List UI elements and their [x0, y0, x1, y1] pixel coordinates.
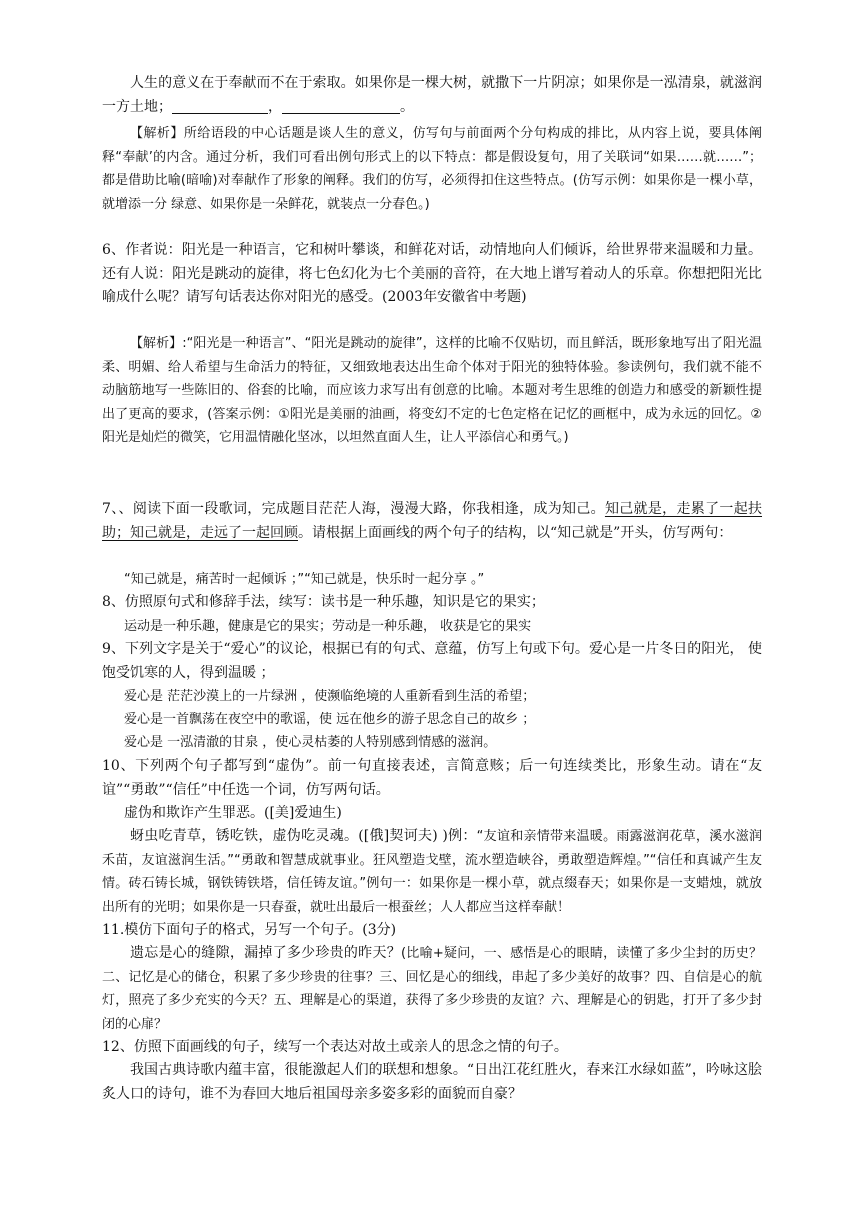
- question-11-answer: (比喻+疑问，一、感悟是心的眼睛，读懂了多少尘封的历史？二、记忆是心的储仓，积累了多少珍贵的往事？三、回忆是心的细线，串起了多少美好的故事？四、自信是心的航灯，照亮了多少充实的今天？五、理解是心的渠道，获得了多少珍贵的友谊？六、理解是心的钥匙，打开了多少封闭的心扉？: [102, 946, 762, 1032]
- question-7-text: 7、、阅读下面一段歌词，完成题目茫茫人海，漫漫大路，你我相逢，成为知己。: [102, 501, 605, 517]
- question-10-example-lead: 蚜虫吃青草，锈吃铁，虚伪吃灵魂。([俄]契诃夫) )例：: [130, 828, 477, 844]
- question-10-example: [102, 825, 762, 919]
- intro-comma: ，: [268, 98, 282, 115]
- answer-7: “知己就是，痛苦时一起倾诉 ；”“知己就是，快乐时一起分享 。”: [124, 572, 485, 587]
- question-12-paragraph: 我国古典诗歌内蕴丰富，很能激起人们的联想和想象。“日出江花红胜火，春来江水绿如蓝”，吟咏这脍炙人口的诗句，谁不为春回大地后祖国母亲多姿多彩的面貌而自豪？: [102, 1062, 762, 1102]
- analysis-6: 【解析】:“阳光是一种语言”、“阳光是跳动的旋律”，这样的比喻不仅贴切，而且鲜活，既形象地写出了阳光温柔、明媚、给人希望与生命活力的特征，又细致地表达出生命个体对于阳光的独特体验。参读例句，我们就不能不动脑筋地写一些陈旧的、俗套的比喻，而应该力求写出有创意的比喻。本题对考生思维的创造力和感受的新颖性提出了更高的要求，(答案示例：①阳光是美丽的油画，将变幻不定的七色定格在记忆的画框中，成为永远的回忆。②阳光是灿烂的微笑，它用温情融化坚冰，以坦然直面人生，让人平添信心和勇气。): [102, 336, 762, 445]
- answer-8: 运动是一种乐趣，健康是它的果实；劳动是一种乐趣， 收获是它的果实: [124, 619, 532, 634]
- intro-paragraph: [102, 72, 762, 119]
- question-11-example: [102, 942, 762, 1036]
- question-11: 11.模仿下面句子的格式，另写一个句子。(3分): [102, 922, 397, 938]
- question-12: 12、仿照下面画线的句子，续写一个表达对故土或亲人的思念之情的句子。: [102, 1039, 568, 1055]
- question-9: 9、下列文字是关于“爱心”的议论，根据已有的句式、意蕴，仿写上句或下句。爱心是一片冬日的阳光， 使饱受饥寒的人，得到温暖 ；: [102, 641, 762, 681]
- question-6: 6、作者说：阳光是一种语言，它和树叶攀谈，和鲜花对话，动情地向人们倾诉，给世界带来温暖和力量。还有人说：阳光是跳动的旋律，将七色幻化为七个美丽的音符，在大地上谱写着动人的乐章。你想把阳光比喻成什么呢？请写句话表达你对阳光的感受。(2003年安徽省中考题): [102, 242, 762, 305]
- question-10: 10、下列两个句子都写到“虚伪”。前一句直接表述，言简意赅；后一句连续类比，形象生动。请在“友谊”“勇敢”“信任”中任选一个词，仿写两句话。: [102, 758, 762, 798]
- answer-9-3: 爱心是 一泓清澈的甘泉 ，使心灵枯萎的人特别感到情感的滋润。: [124, 735, 497, 750]
- intro-text: 人生的意义在于奉献而不在于索取。如果你是一棵大树，就撒下一片阴凉；如果你是一泓清泉，就滋润一方土地；: [102, 75, 762, 115]
- answer-9-2: 爱心是一首飘荡在夜空中的歌谣，使 远在他乡的游子思念自己的故乡 ；: [124, 712, 536, 727]
- question-7-underlined: 知己就是，走累了一起扶助；知己就是，走远了一起回顾: [102, 501, 763, 541]
- question-10-example-answer: “友谊和亲情带来温暖。雨露滋润花草，溪水滋润禾苗，友谊滋润生活。”“勇敢和智慧成就事业。狂风塑造戈壁，流水塑造峡谷，勇敢塑造辉煌。”“信任和真诚产生友情。砖石铸长城，钢铁铸铁塔，信任铸友谊。”例句一：如果你是一棵小草，就点缀春天；如果你是一支蜡烛，就放出所有的光明；如果你是一只春蚕，就吐出最后一根蚕丝；人人都应当这样奉献！: [102, 829, 762, 915]
- answer-blank-2[interactable]: [282, 97, 400, 114]
- intro-period: 。: [400, 98, 414, 115]
- answer-9-1: 爱心是 茫茫沙漠上的一片绿洲 ，使濒临绝境的人重新看到生活的希望；: [124, 689, 536, 704]
- analysis-1: 【解析】所给语段的中心话题是谈人生的意义，仿写句与前面两个分句构成的排比，从内容上说，要具体阐释“奉献’的内含。通过分析，我们可看出例句形式上的以下特点：都是假设复句，用了关联词“如果……就……”；都是借助比喻(暗喻)对奉献作了形象的阐释。我们的仿写，必须得扣住这些特点。(仿写示例：如果你是一棵小草，就增添一分 绿意、如果你是一朵鲜花，就装点一分春色。): [102, 126, 762, 212]
- question-10-quote: 虚伪和欺诈产生罪恶。([美]爱迪生): [124, 805, 342, 821]
- answer-blank-1[interactable]: [172, 97, 268, 114]
- question-7: [102, 498, 762, 545]
- question-7-tail: 。请根据上面画线的两个句子的结构，以“知己就是”开头，仿写两句：: [298, 524, 733, 541]
- question-11-lead: 遗忘是心的缝隙，漏掉了多少珍贵的昨天？: [130, 945, 401, 961]
- question-8: 8、仿照原句式和修辞手法，续写：读书是一种乐趣，知识是它的果实；: [102, 594, 545, 610]
